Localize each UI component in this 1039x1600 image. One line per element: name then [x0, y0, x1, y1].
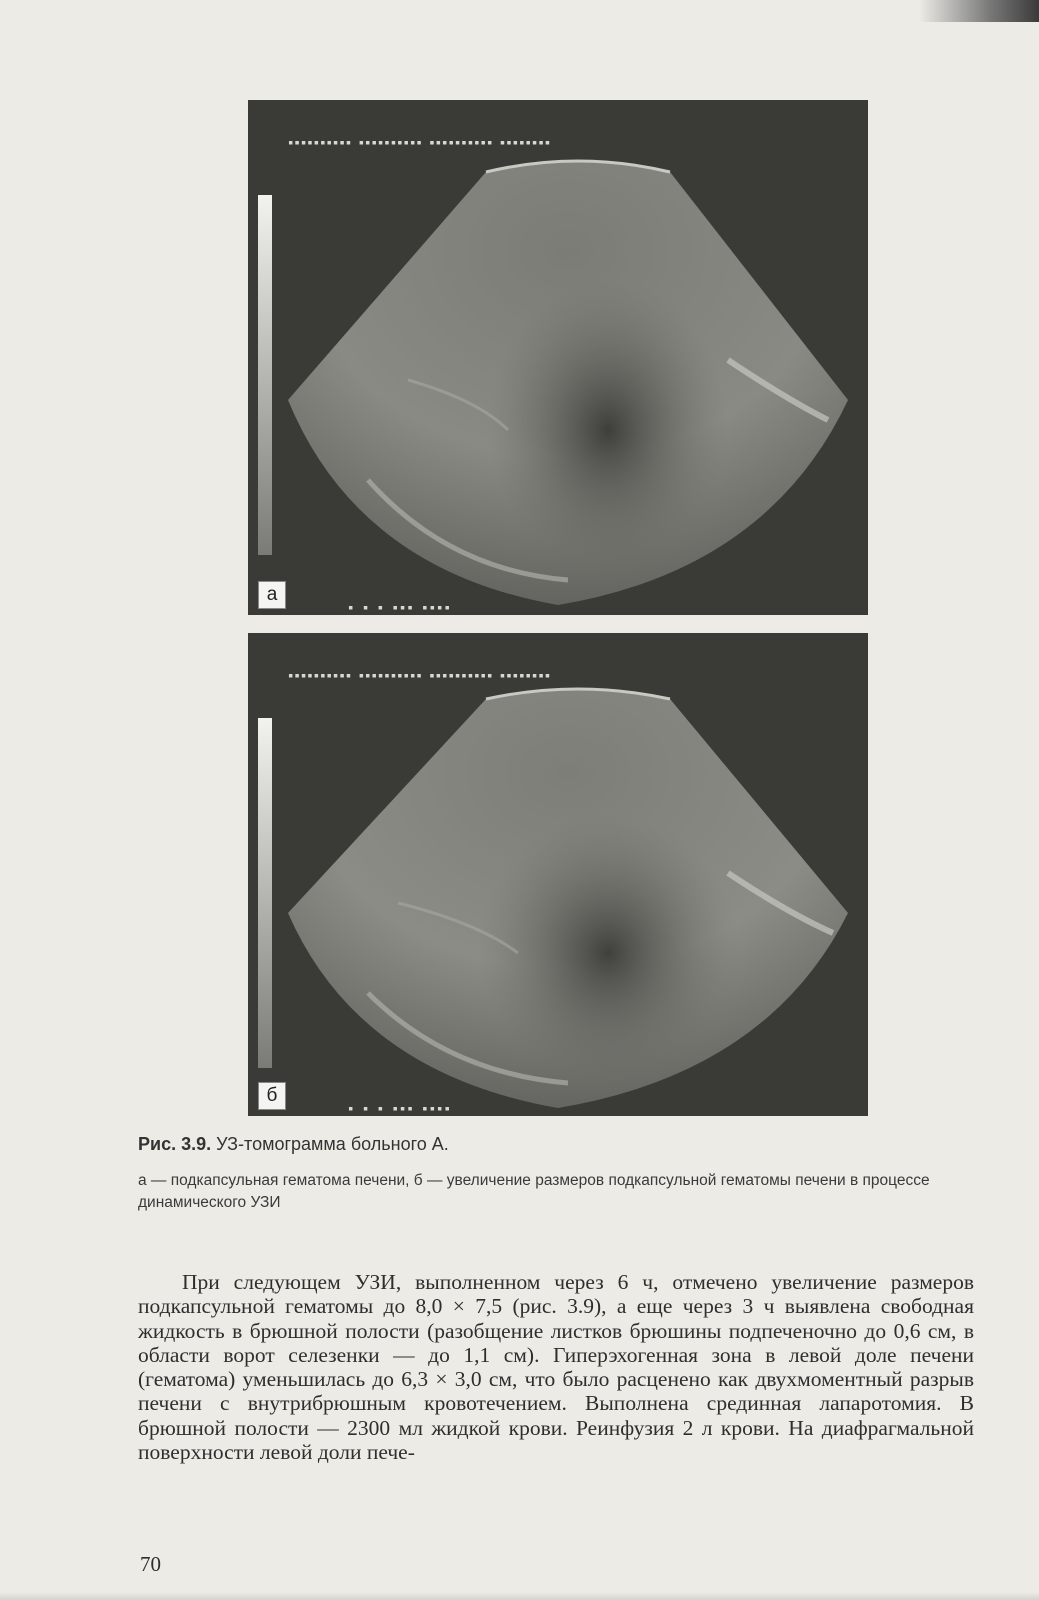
- ultrasound-scan-a: [248, 100, 868, 615]
- page-number: 70: [140, 1552, 161, 1576]
- panel-label-b: б: [258, 1082, 286, 1110]
- ultrasound-image-b: [248, 633, 868, 1116]
- body-paragraph: При следующем УЗИ, выполненном через 6 ч, отмечено увеличение размеров подкапсульной гематомы до 8,0 × 7,5 (рис. 3.9), а еще через 3 ч выявлена свободная жидкость в брюшной полости (разобщение листков брюшины подпеченочно до 0,6 см, в области ворот селезенки — до 1,1 см). Гиперэхогенная зона в левой доле печени (гематома) уменьшилась до 6,3 × 3,0 см, что было расценено как двухмоментный разрыв печени с внутрибрюшным кровотечением. Выполнена срединная лапаротомия. В брюшной полости — 2300 мл жидкой крови. Реинфузия 2 л крови. На диафрагмальной поверхности левой доли пече-: [138, 1270, 974, 1465]
- scanner-footer-text: ▪ ▪ ▪ ▪▪▪ ▪▪▪▪: [348, 1104, 452, 1114]
- figure-legend: а — подкапсульная гематома печени, б — увеличение размеров подкапсульной гематомы печени в процессе динамического УЗИ: [138, 1172, 930, 1211]
- figure-caption: [138, 1134, 978, 1155]
- figure-number: Рис. 3.9.: [138, 1134, 212, 1154]
- ultrasound-image-a: [248, 100, 868, 615]
- ultrasound-scan-b: [248, 633, 868, 1116]
- page-corner-shadow: [919, 0, 1039, 22]
- page-edge: [0, 1592, 1039, 1600]
- scanner-header-text: ▪▪▪▪▪▪▪▪▪▪ ▪▪▪▪▪▪▪▪▪▪ ▪▪▪▪▪▪▪▪▪▪ ▪▪▪▪▪▪▪▪: [288, 671, 552, 681]
- scanner-header-text: ▪▪▪▪▪▪▪▪▪▪ ▪▪▪▪▪▪▪▪▪▪ ▪▪▪▪▪▪▪▪▪▪ ▪▪▪▪▪▪▪▪: [288, 138, 552, 148]
- panel-label-a: а: [258, 581, 286, 609]
- figure-title: УЗ-томограмма больного А.: [216, 1134, 449, 1154]
- scanner-footer-text: ▪ ▪ ▪ ▪▪▪ ▪▪▪▪: [348, 603, 452, 613]
